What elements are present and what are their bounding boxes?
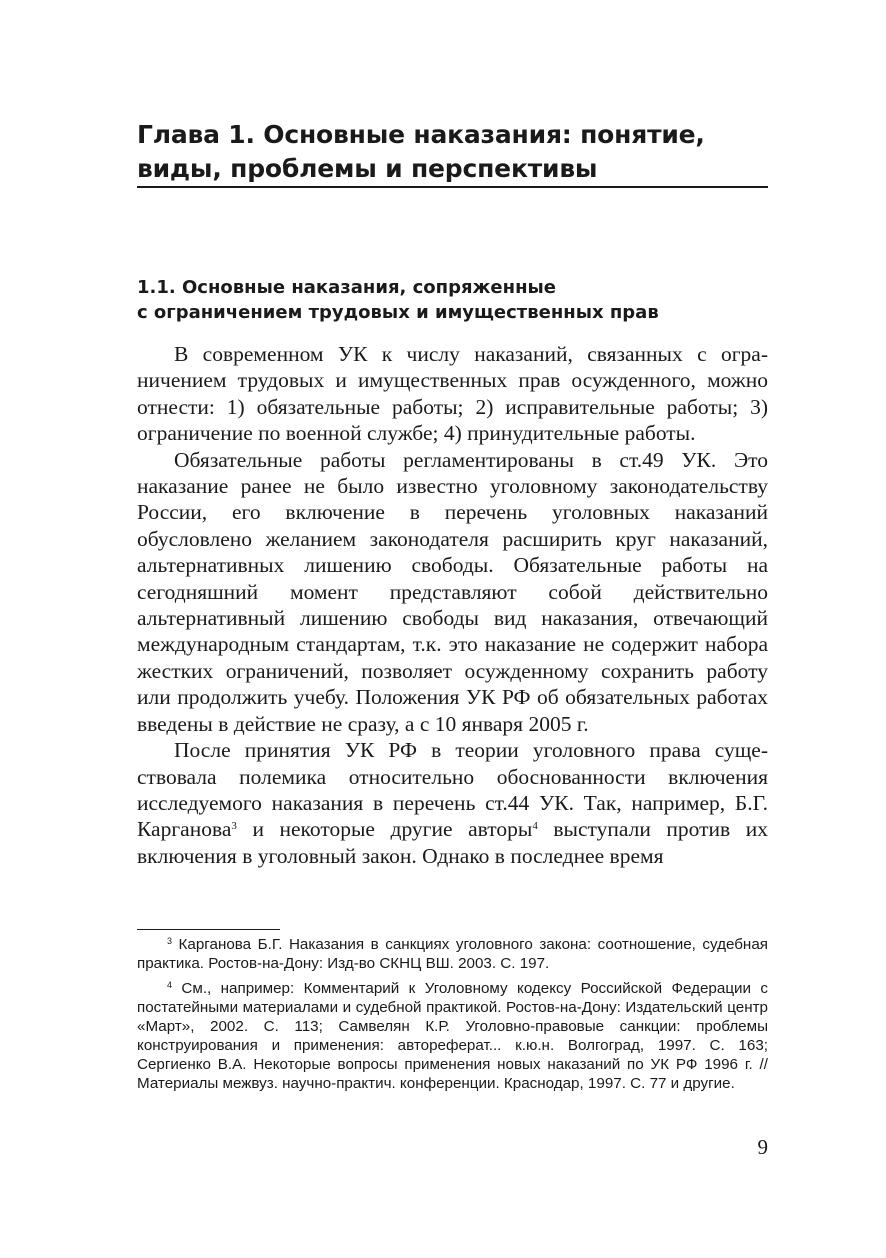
footnote-3-mark: 3 <box>167 936 173 946</box>
body-text <box>137 341 768 869</box>
footnote-4 <box>137 979 768 1093</box>
paragraph-3-part-1: После принятия УК РФ в теории уголовного права существовала полемика относительно обоснованности включения исследуемого наказания в перечень ст.44 УК. Так, например, Б.Г. Карганова <box>137 738 768 842</box>
footnote-4-mark: 4 <box>167 980 173 990</box>
paragraph-3 <box>137 737 768 869</box>
chapter-title-line-2: виды, проблемы и перспективы <box>137 154 598 183</box>
page-number: 9 <box>757 1135 768 1159</box>
paragraph-3-part-3: выступали против их включения в уголовный закон. Однако в последнее время <box>137 817 768 868</box>
footnote-3 <box>137 935 768 973</box>
footnote-separator <box>137 929 280 930</box>
paragraph-1: В современном УК к числу наказаний, связанных с ограничением трудовых и имущественных прав осужденного, можно отнести: 1) обязательные работы; 2) исправительные работы; 3) ограничение по военной службе; 4) принудительные работы. <box>137 342 768 446</box>
footnotes <box>137 935 768 1099</box>
section-title-line-2: с ограничением трудовых и имущественных прав <box>137 302 659 323</box>
footnote-ref-3[interactable]: 3 <box>231 820 237 833</box>
footnote-3-text: Карганова Б.Г. Наказания в санкциях уголовного закона: соотношение, судебная практика. Ростов-на-Дону: Изд-во СКНЦ ВШ. 2003. С. 197. <box>137 936 768 972</box>
paragraph-3-part-2: и некоторые другие авторы <box>236 817 533 842</box>
footnote-ref-4[interactable]: 4 <box>532 820 538 833</box>
paragraph-2: Обязательные работы регламентированы в ст.49 УК. Это наказание ранее не было известно уголовному законодательству России, его включение в перечень уголовных наказаний обусловлено желанием законодателя расширить круг наказаний, альтернативных лишению свободы. Обязательные работы на сегодняшний момент представляют собой действительно альтернативный лишению свободы вид наказания, отвечающий международным стандартам, т.к. это наказание не содержит набора жестких ограничений, позволяет осужденному сохранить работу или продолжить учебу. Положения УК РФ об обязательных работах введены в действие не сразу, а с 10 января 2005 г. <box>137 447 768 736</box>
section-title <box>137 275 777 325</box>
chapter-title-line-1: Глава 1. Основные наказания: понятие, <box>137 120 705 149</box>
chapter-title-rule <box>137 186 768 188</box>
chapter-title <box>137 118 777 186</box>
section-title-line-1: 1.1. Основные наказания, сопряженные <box>137 277 557 298</box>
footnote-4-text: См., например: Комментарий к Уголовному кодексу Российской Федерации с постатейными материалами и судебной практикой. Ростов-на-Дону: Издательский центр «Март», 2002. С. 113; Самвелян К.Р. Уголовно-правовые санкции: проблемы конструирования и применения: автореферат... к.ю.н. Волгоград, 1997. С. 163; Сергиенко В.А. Некоторые вопросы применения новых наказаний по УК РФ 1996 г. // Материалы межвуз. научно-практич. конференции. Краснодар, 1997. С. 77 и другие. <box>137 980 768 1092</box>
